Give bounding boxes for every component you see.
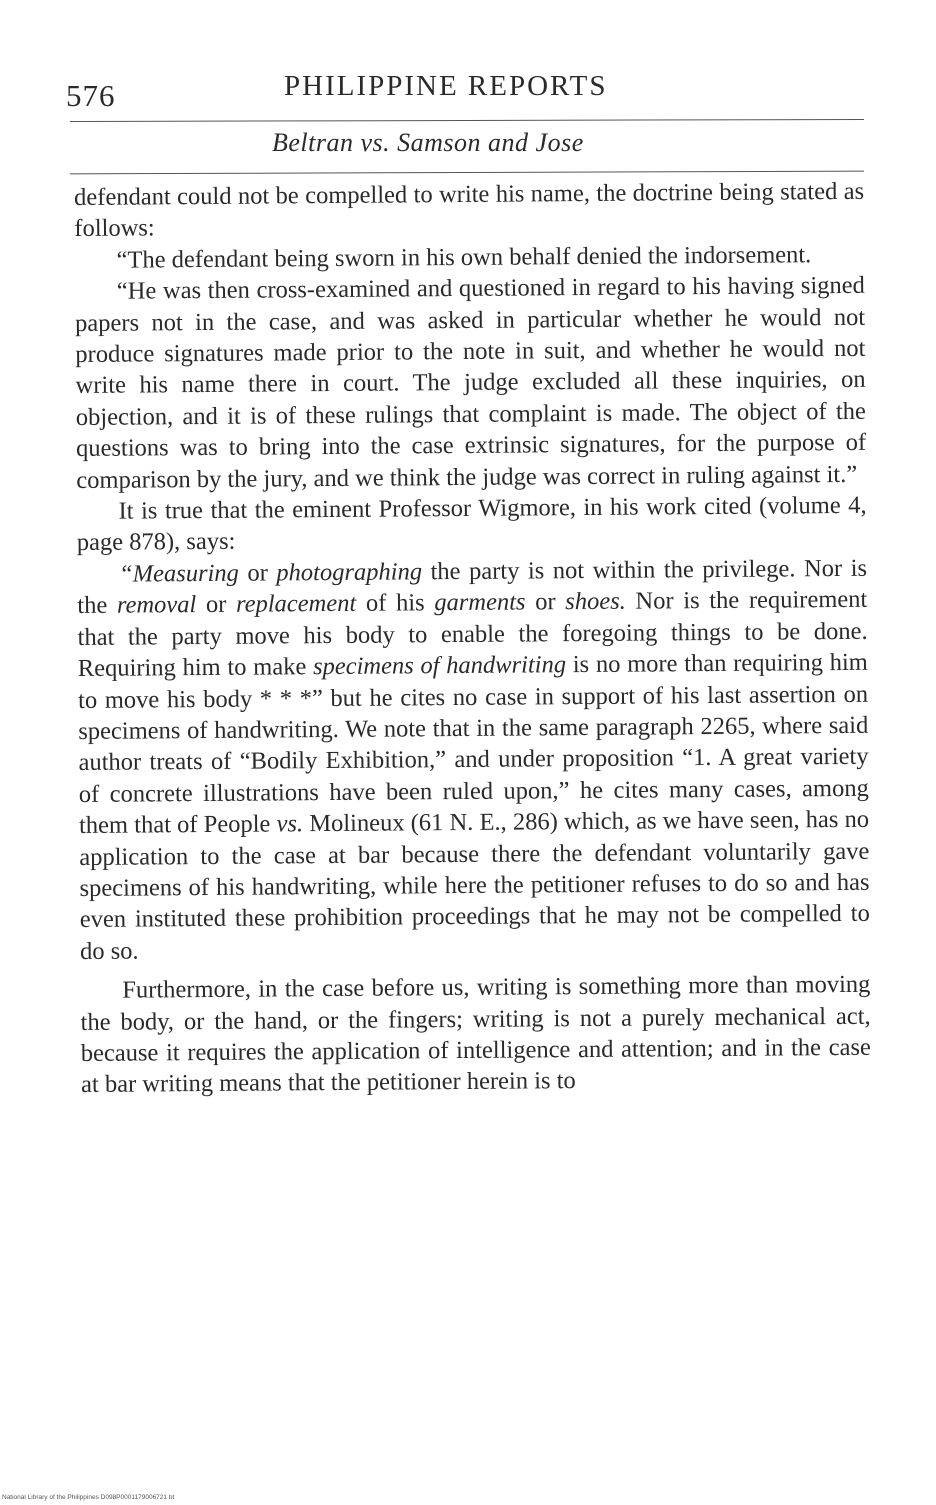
paragraph-3-text: “He was then cross-examined and questioned in regard to his having signed papers not in the case, and was asked in particular whether he would not produce signatures made prior to the note in suit, and whether he would not write his name there in court. The judge excluded all these inquiries, on objection, and it is of these rulings that complaint is made. The object of the questions was to bring into the case extrinsic signatures, for the purpose of comparison by the jury, and we think the judge was correct in ruling against it.”	[75, 272, 867, 494]
paragraph-5	[77, 553, 870, 967]
paragraph-3	[75, 270, 867, 496]
body-text	[74, 176, 871, 1101]
paragraph-4-text: It is true that the eminent Professor Wigmore, in his work cited (volume 4, page 878), says:	[76, 491, 867, 557]
paragraph-5-text-3: or	[196, 591, 237, 619]
italic-replacement: replacement	[235, 590, 357, 619]
italic-garments: garments	[434, 588, 526, 617]
paragraph-2-text: “The defendant being sworn in his own behalf denied the indorsement.	[116, 241, 812, 274]
paragraph-6-text: Furthermore, in the case before us, writing is something more than moving the body, or the hand, or the fingers; writing is not a purely mechanical act, because it requires the application of intelligence and attention; and in the case at bar writing means that the petitioner herein is to	[80, 970, 871, 1099]
paragraph-5-text-4: of his	[356, 589, 435, 618]
header-rule-bottom	[70, 171, 864, 175]
header-rule-top	[70, 119, 864, 122]
paragraph-5-text-8: Molineux (61 N. E., 286) which, as we have seen, has no application to the case at bar because there the defendant voluntarily gave specimens of his handwriting, while here the petitioner refuses to do so and has even instituted these prohibition proceedings that he may not be compelled to do so.	[79, 805, 870, 965]
paragraph-6	[80, 969, 871, 1101]
paragraph-5-text-1: or	[238, 559, 277, 587]
paragraph-5-text-6: Nor is the requirement that the party move his body to enable the foregoing things to be done. Requiring him to make	[77, 586, 868, 683]
paragraph-5-text-7: is no more than requiring him to move his body * * *” but he cites no case in support of his last assertion on specimens of handwriting. We note that in the same paragraph 2265, where said author treats of “Bodily Exhibition,” and under proposition “1. A great variety of concrete illustrations have been ruled upon,” he cites many cases, among them that of People	[77, 648, 869, 840]
italic-removal: removal	[116, 591, 197, 619]
italic-specimens: specimens of handwriting	[312, 651, 567, 681]
running-title: PHILIPPINE REPORTS	[284, 70, 608, 102]
paragraph-5-text-2: the party is not within the privilege. Nor is the	[77, 554, 868, 620]
library-source-note: National Library of the Philippines D098P0001179006721 bt	[2, 1494, 175, 1501]
italic-vs: vs.	[276, 810, 304, 838]
paragraph-1-text: defendant could not be compelled to write his name, the doctrine being stated as follows:	[74, 177, 865, 243]
page-number: 576	[66, 78, 116, 113]
italic-photographing: photographing	[276, 558, 423, 587]
paragraph-4	[76, 490, 866, 559]
case-title: Beltran vs. Samson and Jose	[272, 128, 584, 157]
italic-shoes: shoes.	[565, 587, 626, 616]
paragraph-5-text-5: or	[525, 588, 566, 616]
paragraph-1	[74, 176, 864, 245]
italic-measuring: “Measuring	[118, 559, 239, 588]
